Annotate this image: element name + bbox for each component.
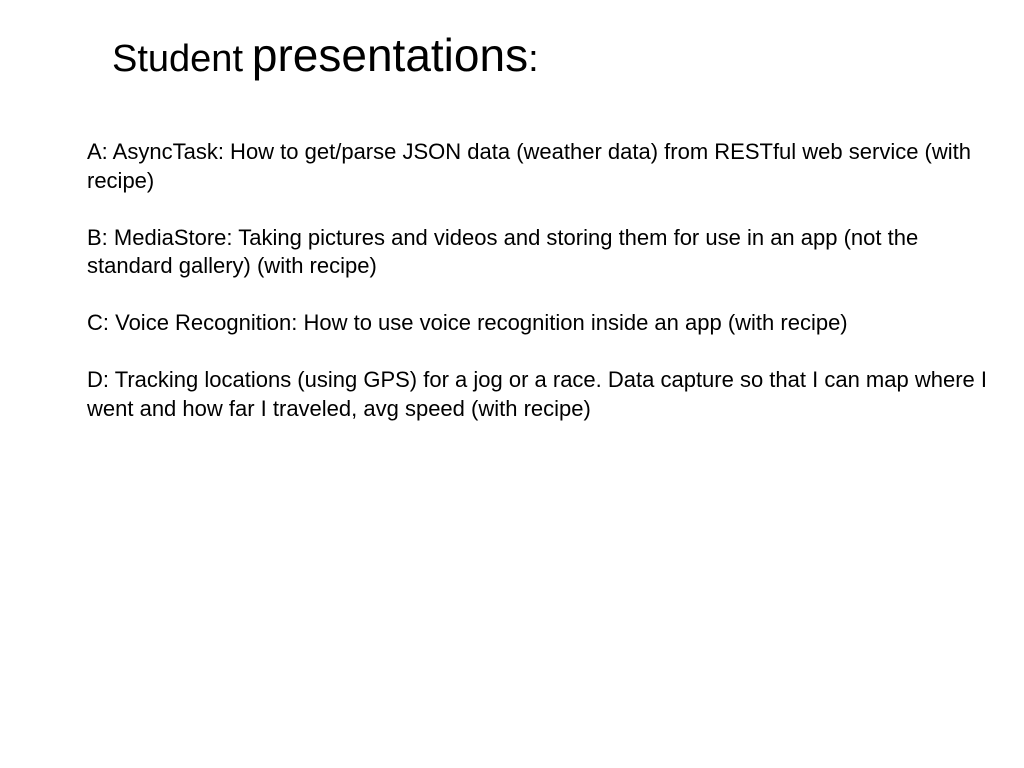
title-colon: : [528,38,539,80]
title-word-student: Student [112,38,243,80]
presentation-topics-list [87,138,992,452]
topic-item-a: A: AsyncTask: How to get/parse JSON data (weather data) from RESTful web service (with recipe) [87,139,972,193]
topic-item-b: B: MediaStore: Taking pictures and videos and storing them for use in an app (not the standard gallery) (with recipe) [87,224,919,278]
slide-title [112,29,539,81]
topic-item-c: C: Voice Recognition: How to use voice recognition inside an app (with recipe) [87,310,848,335]
title-word-presentations: presentations [251,29,529,81]
topic-item-d: D: Tracking locations (using GPS) for a jog or a race. Data capture so that I can map where I went and how far I traveled, avg speed (with recipe) [87,367,987,421]
